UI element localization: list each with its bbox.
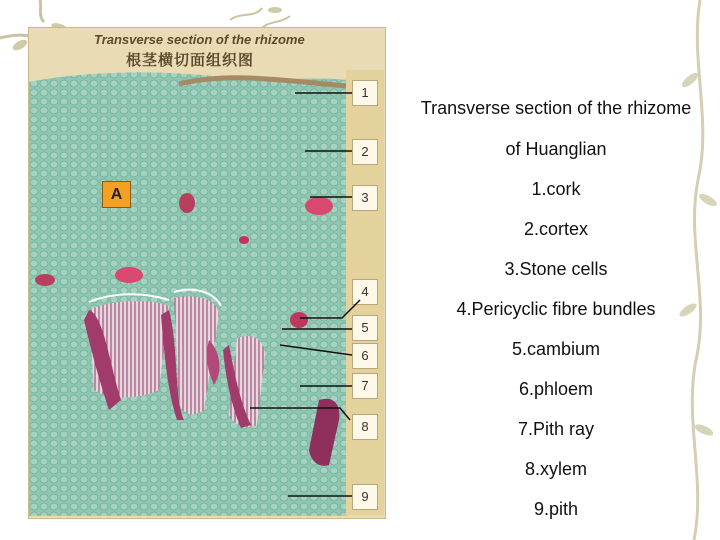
caption-item-4: 4.Pericyclic fibre bundles (456, 299, 656, 319)
caption-item-9: 9.pith (533, 499, 579, 519)
rhizome-micrograph (29, 70, 347, 516)
caption-title-line-2: of Huanglian (505, 139, 607, 159)
label-number-5: 5 (352, 315, 378, 341)
figure-title-english: Transverse section of the rhizome (94, 32, 305, 47)
label-number-3: 3 (352, 185, 378, 211)
label-number-2: 2 (352, 139, 378, 165)
label-number-9: 9 (352, 484, 378, 510)
figure-title-chinese: 根茎横切面组织图 (126, 52, 255, 69)
stone-cell-cluster (290, 312, 308, 328)
label-number-7: 7 (352, 373, 378, 399)
stone-cell-cluster (115, 267, 143, 283)
caption-item-3: 3.Stone cells (504, 259, 608, 279)
panel-badge: A (102, 181, 131, 208)
caption-item-5: 5.cambium (511, 339, 601, 359)
label-number-8: 8 (352, 414, 378, 440)
label-number-1: 1 (352, 80, 378, 106)
caption-title-line-1: Transverse section of the rhizome (420, 98, 692, 118)
caption-item-6: 6.phloem (518, 379, 594, 399)
stone-cell-cluster (35, 274, 55, 286)
caption-item-7: 7.Pith ray (517, 419, 595, 439)
caption-item-1: 1.cork (531, 179, 581, 199)
caption-item-2: 2.cortex (523, 219, 589, 239)
label-number-4: 4 (352, 279, 378, 305)
caption-item-8: 8.xylem (524, 459, 587, 479)
stone-cell-cluster (179, 193, 195, 213)
label-number-6: 6 (352, 343, 378, 369)
stone-cell-cluster (305, 197, 333, 215)
